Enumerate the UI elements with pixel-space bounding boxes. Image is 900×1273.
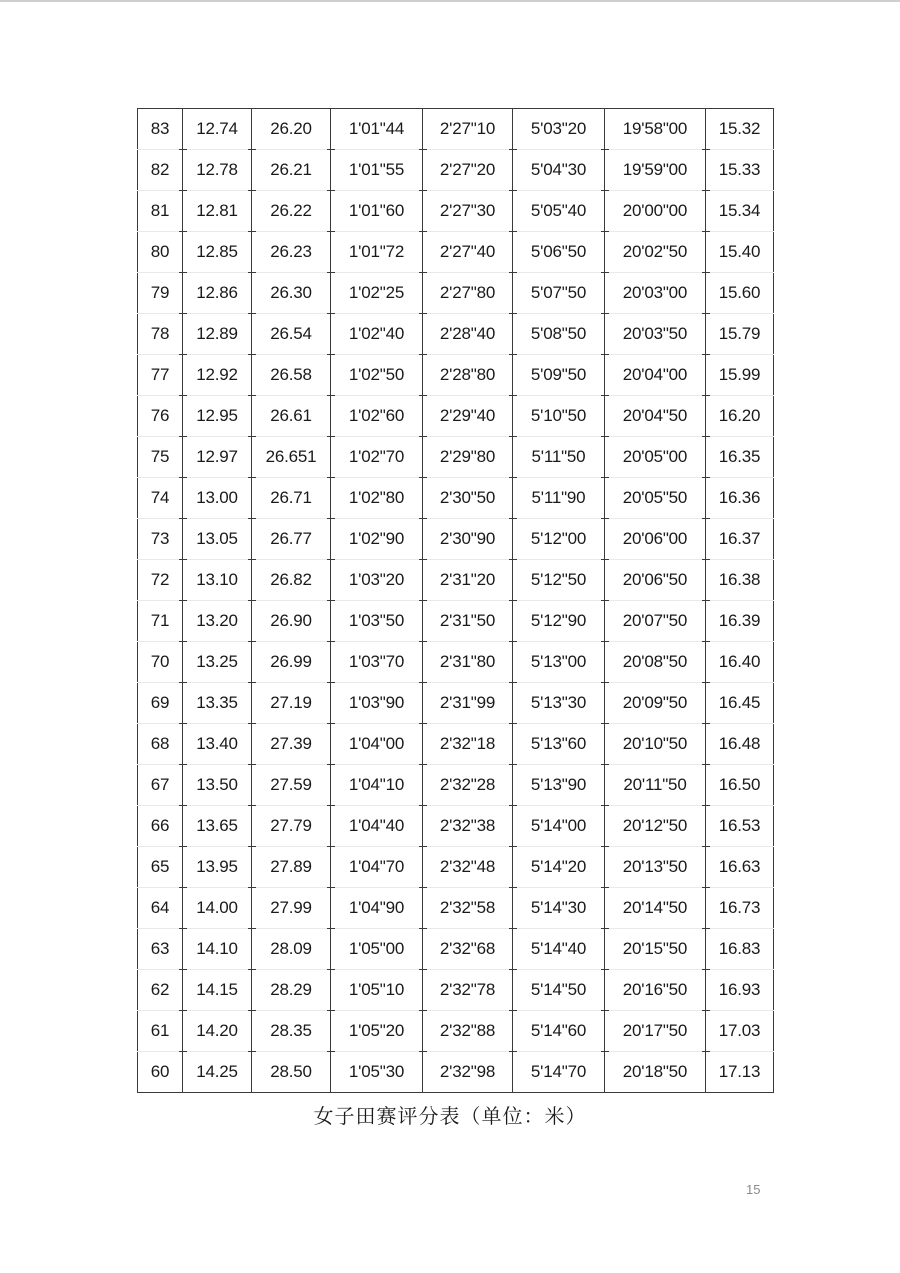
result-cell: 12.74 (183, 109, 252, 150)
table-row (138, 437, 774, 478)
result-cell: 2'32"68 (423, 929, 513, 970)
result-cell: 2'27"10 (423, 109, 513, 150)
score-cell: 82 (138, 150, 183, 191)
result-cell: 5'14"60 (513, 1011, 605, 1052)
result-cell: 1'03"90 (331, 683, 423, 724)
result-cell: 13.35 (183, 683, 252, 724)
score-cell: 80 (138, 232, 183, 273)
result-cell: 2'32"78 (423, 970, 513, 1011)
result-cell: 2'32"48 (423, 847, 513, 888)
result-cell: 5'04"30 (513, 150, 605, 191)
result-cell: 26.58 (252, 355, 331, 396)
table-row (138, 396, 774, 437)
result-cell: 12.89 (183, 314, 252, 355)
result-cell: 1'05"30 (331, 1052, 423, 1093)
result-cell: 20'03"00 (605, 273, 706, 314)
score-cell: 71 (138, 601, 183, 642)
result-cell: 1'02"40 (331, 314, 423, 355)
result-cell: 20'00"00 (605, 191, 706, 232)
score-cell: 69 (138, 683, 183, 724)
score-cell: 66 (138, 806, 183, 847)
result-cell: 5'11"50 (513, 437, 605, 478)
table-row (138, 642, 774, 683)
result-cell: 13.00 (183, 478, 252, 519)
result-cell: 1'05"20 (331, 1011, 423, 1052)
table-row (138, 1052, 774, 1093)
result-cell: 2'27"20 (423, 150, 513, 191)
result-cell: 26.22 (252, 191, 331, 232)
score-cell: 83 (138, 109, 183, 150)
result-cell: 16.39 (706, 601, 774, 642)
result-cell: 1'03"20 (331, 560, 423, 601)
result-cell: 15.32 (706, 109, 774, 150)
result-cell: 2'32"98 (423, 1052, 513, 1093)
result-cell: 20'10"50 (605, 724, 706, 765)
score-cell: 72 (138, 560, 183, 601)
table-row (138, 1011, 774, 1052)
result-cell: 14.00 (183, 888, 252, 929)
result-cell: 5'12"00 (513, 519, 605, 560)
result-cell: 16.40 (706, 642, 774, 683)
score-cell: 76 (138, 396, 183, 437)
score-cell: 63 (138, 929, 183, 970)
result-cell: 1'02"60 (331, 396, 423, 437)
table-row (138, 683, 774, 724)
result-cell: 1'02"25 (331, 273, 423, 314)
result-cell: 16.53 (706, 806, 774, 847)
result-cell: 16.83 (706, 929, 774, 970)
result-cell: 26.54 (252, 314, 331, 355)
result-cell: 1'02"50 (331, 355, 423, 396)
table-row (138, 355, 774, 396)
result-cell: 2'27"30 (423, 191, 513, 232)
result-cell: 5'05"40 (513, 191, 605, 232)
result-cell: 26.651 (252, 437, 331, 478)
score-cell: 61 (138, 1011, 183, 1052)
result-cell: 16.20 (706, 396, 774, 437)
table-row (138, 929, 774, 970)
result-cell: 14.20 (183, 1011, 252, 1052)
score-cell: 60 (138, 1052, 183, 1093)
result-cell: 19'58"00 (605, 109, 706, 150)
result-cell: 5'14"00 (513, 806, 605, 847)
result-cell: 2'31"20 (423, 560, 513, 601)
result-cell: 1'01"72 (331, 232, 423, 273)
result-cell: 12.97 (183, 437, 252, 478)
result-cell: 5'14"20 (513, 847, 605, 888)
result-cell: 26.30 (252, 273, 331, 314)
result-cell: 27.89 (252, 847, 331, 888)
result-cell: 1'02"80 (331, 478, 423, 519)
result-cell: 13.95 (183, 847, 252, 888)
result-cell: 1'02"70 (331, 437, 423, 478)
result-cell: 20'18"50 (605, 1052, 706, 1093)
result-cell: 2'31"50 (423, 601, 513, 642)
result-cell: 15.33 (706, 150, 774, 191)
result-cell: 20'06"50 (605, 560, 706, 601)
table-row (138, 847, 774, 888)
result-cell: 5'06"50 (513, 232, 605, 273)
result-cell: 1'01"44 (331, 109, 423, 150)
result-cell: 20'17"50 (605, 1011, 706, 1052)
table-row (138, 970, 774, 1011)
result-cell: 2'32"88 (423, 1011, 513, 1052)
table-row (138, 724, 774, 765)
result-cell: 26.77 (252, 519, 331, 560)
result-cell: 20'14"50 (605, 888, 706, 929)
result-cell: 2'32"58 (423, 888, 513, 929)
result-cell: 13.50 (183, 765, 252, 806)
result-cell: 2'30"90 (423, 519, 513, 560)
result-cell: 20'09"50 (605, 683, 706, 724)
result-cell: 5'07"50 (513, 273, 605, 314)
result-cell: 27.59 (252, 765, 331, 806)
result-cell: 12.86 (183, 273, 252, 314)
scoring-table (137, 108, 774, 1093)
result-cell: 13.65 (183, 806, 252, 847)
table-row (138, 232, 774, 273)
result-cell: 19'59"00 (605, 150, 706, 191)
result-cell: 14.10 (183, 929, 252, 970)
result-cell: 13.05 (183, 519, 252, 560)
table-row (138, 478, 774, 519)
result-cell: 20'08"50 (605, 642, 706, 683)
result-cell: 1'01"55 (331, 150, 423, 191)
result-cell: 2'32"18 (423, 724, 513, 765)
score-cell: 78 (138, 314, 183, 355)
result-cell: 2'31"80 (423, 642, 513, 683)
result-cell: 20'05"50 (605, 478, 706, 519)
result-cell: 28.29 (252, 970, 331, 1011)
score-cell: 67 (138, 765, 183, 806)
page-number: 15 (746, 1182, 761, 1197)
result-cell: 28.50 (252, 1052, 331, 1093)
result-cell: 1'02"90 (331, 519, 423, 560)
result-cell: 26.82 (252, 560, 331, 601)
result-cell: 16.50 (706, 765, 774, 806)
result-cell: 16.45 (706, 683, 774, 724)
result-cell: 5'12"50 (513, 560, 605, 601)
result-cell: 2'31"99 (423, 683, 513, 724)
result-cell: 15.79 (706, 314, 774, 355)
result-cell: 26.71 (252, 478, 331, 519)
table-body (138, 109, 774, 1093)
result-cell: 26.23 (252, 232, 331, 273)
result-cell: 1'04"90 (331, 888, 423, 929)
result-cell: 1'05"10 (331, 970, 423, 1011)
table-row (138, 314, 774, 355)
result-cell: 12.81 (183, 191, 252, 232)
result-cell: 1'03"70 (331, 642, 423, 683)
result-cell: 26.61 (252, 396, 331, 437)
result-cell: 27.99 (252, 888, 331, 929)
result-cell: 2'32"28 (423, 765, 513, 806)
result-cell: 16.35 (706, 437, 774, 478)
result-cell: 20'15"50 (605, 929, 706, 970)
result-cell: 28.35 (252, 1011, 331, 1052)
result-cell: 27.19 (252, 683, 331, 724)
result-cell: 16.36 (706, 478, 774, 519)
result-cell: 1'01"60 (331, 191, 423, 232)
result-cell: 13.25 (183, 642, 252, 683)
result-cell: 14.25 (183, 1052, 252, 1093)
result-cell: 5'14"30 (513, 888, 605, 929)
result-cell: 13.40 (183, 724, 252, 765)
result-cell: 5'03"20 (513, 109, 605, 150)
result-cell: 5'14"40 (513, 929, 605, 970)
result-cell: 28.09 (252, 929, 331, 970)
result-cell: 16.73 (706, 888, 774, 929)
result-cell: 2'28"80 (423, 355, 513, 396)
result-cell: 20'04"00 (605, 355, 706, 396)
result-cell: 13.10 (183, 560, 252, 601)
result-cell: 5'12"90 (513, 601, 605, 642)
result-cell: 5'13"90 (513, 765, 605, 806)
result-cell: 17.03 (706, 1011, 774, 1052)
result-cell: 1'05"00 (331, 929, 423, 970)
result-cell: 16.48 (706, 724, 774, 765)
result-cell: 14.15 (183, 970, 252, 1011)
result-cell: 15.34 (706, 191, 774, 232)
result-cell: 5'13"00 (513, 642, 605, 683)
result-cell: 5'09"50 (513, 355, 605, 396)
score-cell: 70 (138, 642, 183, 683)
result-cell: 26.21 (252, 150, 331, 191)
result-cell: 5'10"50 (513, 396, 605, 437)
score-cell: 81 (138, 191, 183, 232)
result-cell: 1'04"40 (331, 806, 423, 847)
result-cell: 1'03"50 (331, 601, 423, 642)
result-cell: 20'06"00 (605, 519, 706, 560)
table-row (138, 191, 774, 232)
result-cell: 12.85 (183, 232, 252, 273)
result-cell: 20'12"50 (605, 806, 706, 847)
table-row (138, 806, 774, 847)
score-cell: 73 (138, 519, 183, 560)
result-cell: 1'04"10 (331, 765, 423, 806)
result-cell: 12.92 (183, 355, 252, 396)
score-cell: 68 (138, 724, 183, 765)
result-cell: 5'13"30 (513, 683, 605, 724)
table-row (138, 273, 774, 314)
result-cell: 2'29"40 (423, 396, 513, 437)
result-cell: 12.95 (183, 396, 252, 437)
table-row (138, 601, 774, 642)
result-cell: 15.99 (706, 355, 774, 396)
result-cell: 2'32"38 (423, 806, 513, 847)
result-cell: 15.60 (706, 273, 774, 314)
score-cell: 77 (138, 355, 183, 396)
result-cell: 13.20 (183, 601, 252, 642)
table-row (138, 150, 774, 191)
result-cell: 20'13"50 (605, 847, 706, 888)
table-row (138, 519, 774, 560)
result-cell: 2'28"40 (423, 314, 513, 355)
result-cell: 2'30"50 (423, 478, 513, 519)
result-cell: 27.79 (252, 806, 331, 847)
result-cell: 20'04"50 (605, 396, 706, 437)
top-border-line (0, 0, 900, 2)
result-cell: 5'14"70 (513, 1052, 605, 1093)
result-cell: 20'16"50 (605, 970, 706, 1011)
result-cell: 20'02"50 (605, 232, 706, 273)
score-cell: 62 (138, 970, 183, 1011)
result-cell: 15.40 (706, 232, 774, 273)
result-cell: 2'29"80 (423, 437, 513, 478)
result-cell: 17.13 (706, 1052, 774, 1093)
table-caption: 女子田赛评分表（单位：米） (313, 1104, 587, 1128)
result-cell: 16.37 (706, 519, 774, 560)
result-cell: 26.20 (252, 109, 331, 150)
score-cell: 74 (138, 478, 183, 519)
result-cell: 1'04"00 (331, 724, 423, 765)
result-cell: 20'07"50 (605, 601, 706, 642)
result-cell: 27.39 (252, 724, 331, 765)
result-cell: 26.90 (252, 601, 331, 642)
result-cell: 5'14"50 (513, 970, 605, 1011)
score-cell: 64 (138, 888, 183, 929)
result-cell: 2'27"80 (423, 273, 513, 314)
table-row (138, 109, 774, 150)
table-row (138, 560, 774, 601)
result-cell: 20'05"00 (605, 437, 706, 478)
result-cell: 5'13"60 (513, 724, 605, 765)
result-cell: 5'11"90 (513, 478, 605, 519)
result-cell: 16.93 (706, 970, 774, 1011)
score-cell: 79 (138, 273, 183, 314)
result-cell: 16.38 (706, 560, 774, 601)
result-cell: 5'08"50 (513, 314, 605, 355)
table-row (138, 765, 774, 806)
result-cell: 1'04"70 (331, 847, 423, 888)
result-cell: 26.99 (252, 642, 331, 683)
result-cell: 16.63 (706, 847, 774, 888)
result-cell: 20'11"50 (605, 765, 706, 806)
table-row (138, 888, 774, 929)
result-cell: 2'27"40 (423, 232, 513, 273)
result-cell: 12.78 (183, 150, 252, 191)
score-cell: 65 (138, 847, 183, 888)
result-cell: 20'03"50 (605, 314, 706, 355)
score-cell: 75 (138, 437, 183, 478)
